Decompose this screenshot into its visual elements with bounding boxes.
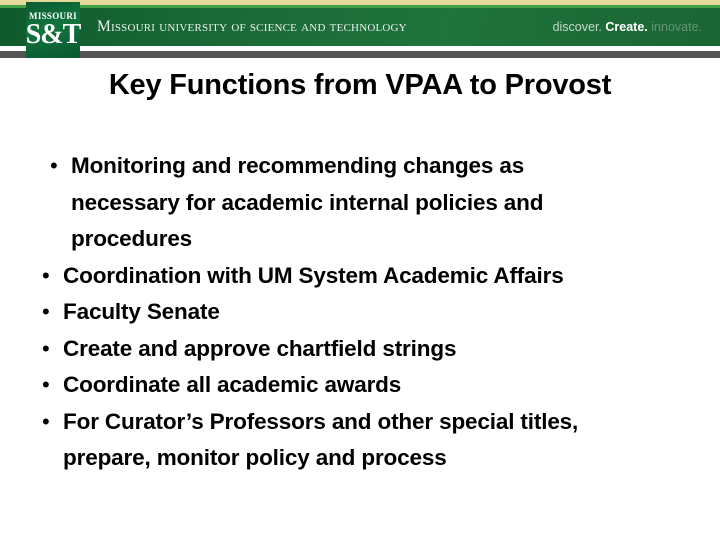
slide-title: Key Functions from VPAA to Provost [108,69,612,101]
list-item [42,404,662,477]
university-wordmark: missouri university of science and technology [97,18,407,35]
bullet-point-icon: • [42,299,50,324]
tagline-word-innovate: innovate. [651,20,702,34]
list-item-text: Faculty Senate [63,299,220,324]
slide-header-banner [0,0,720,60]
bullet-point-icon: • [42,262,50,288]
bullet-point-icon: • [42,335,50,361]
list-item [42,331,662,368]
bullet-point-icon: • [50,153,58,178]
list-item [42,148,662,258]
logo-missouri-text: MISSOURI [29,10,77,21]
bullet-point-icon: • [42,408,50,434]
logo-snt-text: S&T [25,18,81,50]
list-item-text: Coordination with UM System Academic Affairs [63,262,564,288]
tagline-word-create: Create. [605,20,648,34]
list-item [42,258,662,295]
list-item-text: Coordinate all academic awards [63,372,402,397]
list-item-text: Create and approve chartfield strings [63,335,457,361]
list-item [42,294,662,331]
list-item-text: For Curator’s Professors and other special titles, prepare, monitor policy and process [63,408,579,470]
brand-tagline [553,20,702,34]
slide-bullet-list [42,148,662,477]
bullet-point-icon: • [42,372,50,397]
list-item-text: Monitoring and recommending changes as necessary for academic internal policies and procedures [71,153,544,251]
header-gray-rule [0,51,720,58]
list-item [42,367,662,404]
tagline-word-discover: discover. [552,20,602,34]
missouri-snt-logo [26,2,80,58]
